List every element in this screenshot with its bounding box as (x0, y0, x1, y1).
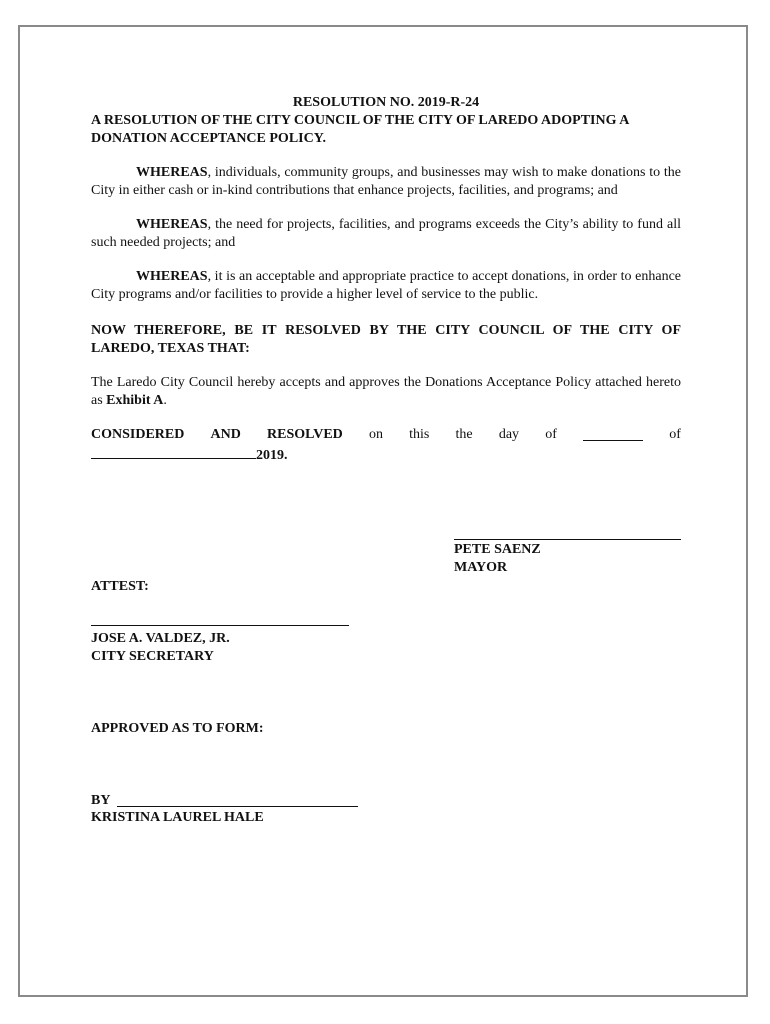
considered-word: on (368, 427, 383, 442)
resolution-clause (91, 374, 681, 410)
whereas-paragraph-1 (91, 164, 681, 200)
considered-word: AND (210, 427, 241, 442)
document-page (18, 25, 748, 997)
whereas-text: , it is an acceptable and appropriate practice to accept donations, in order to enhance City programs and/or facilities to provide a higher level of service to the public. (91, 269, 681, 302)
day-blank-field[interactable] (583, 426, 643, 441)
whereas-lead: WHEREAS (136, 165, 208, 180)
considered-word: RESOLVED (267, 427, 343, 442)
considered-word: day (498, 427, 520, 442)
resolution-title: A RESOLUTION OF THE CITY COUNCIL OF THE CITY OF LAREDO ADOPTING A DONATION ACCEPTANCE POLICY. (91, 113, 629, 146)
whereas-text: , the need for projects, facilities, and programs exceeds the City’s ability to fund all such needed projects; and (91, 217, 681, 250)
whereas-lead: WHEREAS (136, 217, 208, 232)
by-label: BY (91, 793, 111, 808)
considered-word: CONSIDERED (91, 427, 185, 442)
resolution-body (91, 94, 681, 465)
month-blank-field[interactable] (91, 444, 256, 459)
approved-label: APPROVED AS TO FORM: (91, 721, 264, 736)
secretary-name: JOSE A. VALDEZ, JR. (91, 631, 230, 646)
resolution-number: RESOLUTION NO. 2019-R-24 (292, 95, 480, 110)
attorney-name: KRISTINA LAUREL HALE (91, 810, 264, 825)
considered-year: 2019. (256, 448, 288, 463)
mayor-title: MAYOR (454, 560, 508, 575)
considered-word: the (455, 427, 473, 442)
considered-word: of (545, 427, 557, 442)
whereas-lead: WHEREAS (136, 269, 208, 284)
whereas-text: , individuals, community groups, and businesses may wish to make donations to the City in either cash or in-kind contributions that enhance projects, facilities, and programs; and (91, 165, 681, 198)
attorney-signature-line[interactable] (117, 806, 358, 807)
whereas-paragraph-3 (91, 268, 681, 304)
resolved-heading: NOW THEREFORE, BE IT RESOLVED BY THE CITY COUNCIL OF THE CITY OF LAREDO, TEXAS THAT: (91, 323, 681, 356)
attest-label: ATTEST: (91, 579, 149, 594)
considered-year-line (91, 444, 681, 465)
clause-text: The Laredo City Council hereby accepts and approves the Donations Acceptance Policy attached hereto as (91, 375, 681, 408)
considered-word: of (669, 427, 681, 442)
mayor-signature-line[interactable] (454, 539, 681, 540)
whereas-paragraph-2 (91, 216, 681, 252)
clause-end: . (163, 393, 167, 408)
secretary-title: CITY SECRETARY (91, 649, 214, 664)
considered-word: this (409, 427, 430, 442)
mayor-name: PETE SAENZ (454, 542, 541, 557)
exhibit-reference: Exhibit A (106, 393, 164, 408)
secretary-signature-line[interactable] (91, 625, 349, 626)
considered-line (91, 426, 681, 444)
considered-clause (91, 426, 681, 465)
